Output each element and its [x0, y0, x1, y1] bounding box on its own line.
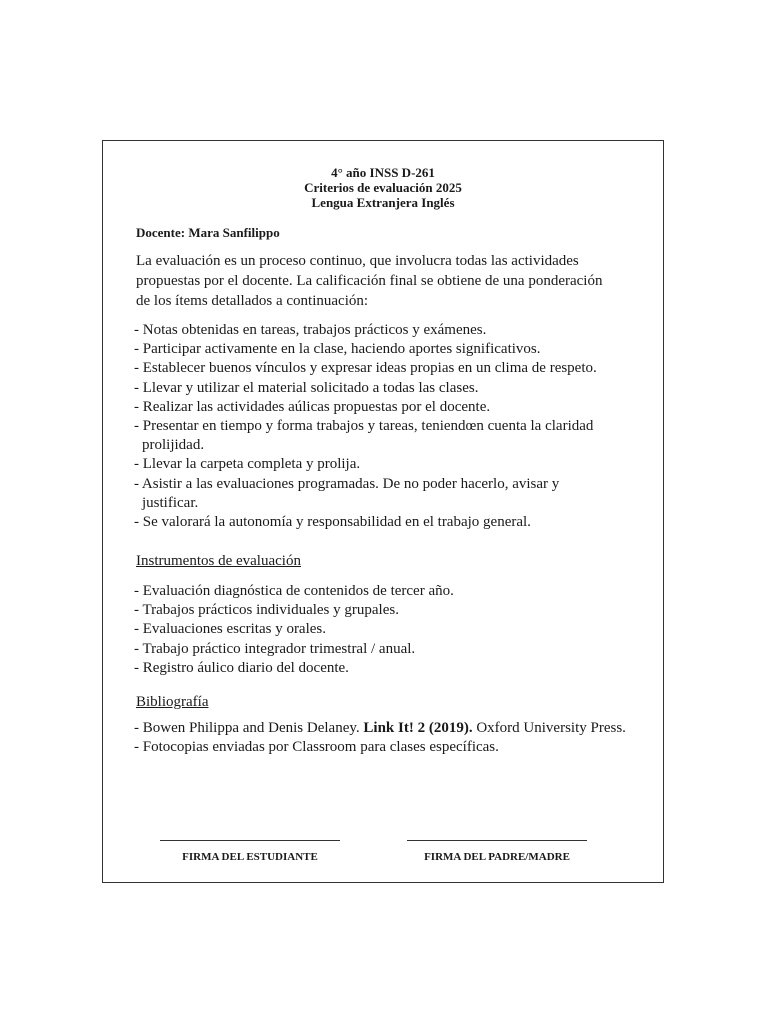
criteria-item: - Participar activamente en la clase, haciendo aportes significativos.: [134, 341, 541, 358]
intro-line: La evaluación es un proceso continuo, que involucra todas las actividades: [136, 253, 579, 269]
criteria-item: - Llevar y utilizar el material solicitado a todas las clases.: [134, 379, 479, 396]
bibliography-book-title: Link It! 2 (2019).: [363, 720, 473, 736]
instrument-item: - Evaluación diagnóstica de contenidos de tercer año.: [134, 583, 454, 599]
bibliography-authors: - Bowen Philippa and Denis Delaney.: [134, 720, 364, 736]
header-course: 4° año INSS D-261: [331, 165, 435, 180]
criteria-item: - Llevar la carpeta completa y prolija.: [134, 456, 361, 473]
criteria-item: - Realizar las actividades aúlicas propuestas por el docente.: [134, 398, 491, 415]
criteria-continuation-text: prolijidad.: [142, 437, 205, 454]
bibliography-item: - Fotocopias enviadas por Classroom para clases específicas.: [134, 739, 499, 756]
criteria-item: - Establecer buenos vínculos y expresar ideas propias en un clima de respeto.: [134, 360, 597, 377]
student-signature-line: [160, 840, 340, 841]
document-header: [103, 165, 663, 210]
header-subject: Lengua Extranjera Inglés: [311, 195, 455, 210]
instrument-item: - Trabajos prácticos individuales y grupales.: [134, 602, 399, 619]
intro-paragraph: [136, 251, 636, 311]
intro-line: de los ítems detallados a continuación:: [136, 293, 369, 309]
student-signature-label: FIRMA DEL ESTUDIANTE: [182, 851, 318, 863]
criteria-item: - Asistir a las evaluaciones programadas. De no poder hacerlo, avisar y: [134, 475, 560, 492]
criteria-item-continuation: [134, 436, 597, 455]
instrument-item: - Registro áulico diario del docente.: [134, 659, 349, 676]
instrument-item: - Trabajo práctico integrador trimestral / anual.: [134, 640, 416, 657]
criteria-continuation-text: justificar.: [142, 494, 199, 511]
bibliography-item: [134, 719, 626, 738]
bibliography-publisher: Oxford University Press.: [472, 720, 626, 736]
criteria-item: - Se valorará la autonomía y responsabilidad en el trabajo general.: [134, 514, 531, 531]
parent-signature-label: FIRMA DEL PADRE/MADRE: [424, 851, 570, 863]
bibliography-list: [134, 719, 626, 757]
teacher-name: Docente: Mara Sanfilippo: [136, 225, 280, 240]
document-frame: [102, 140, 664, 883]
criteria-item-continuation: [134, 494, 597, 513]
instrument-item: - Evaluaciones escritas y orales.: [134, 621, 327, 638]
instruments-list: [134, 582, 454, 678]
criteria-list: [134, 321, 597, 532]
criteria-item: - Presentar en tiempo y forma trabajos y tareas, teniendœn cuenta la claridad: [134, 418, 594, 435]
intro-line: propuestas por el docente. La calificación final se obtiene de una ponderación: [136, 273, 603, 289]
bibliography-title: Bibliografía: [136, 694, 209, 710]
instruments-title: Instrumentos de evaluación: [136, 553, 301, 569]
header-criteria-title: Criterios de evaluación 2025: [304, 180, 462, 195]
parent-signature-line: [407, 840, 587, 841]
criteria-item: - Notas obtenidas en tareas, trabajos prácticos y exámenes.: [134, 322, 487, 338]
